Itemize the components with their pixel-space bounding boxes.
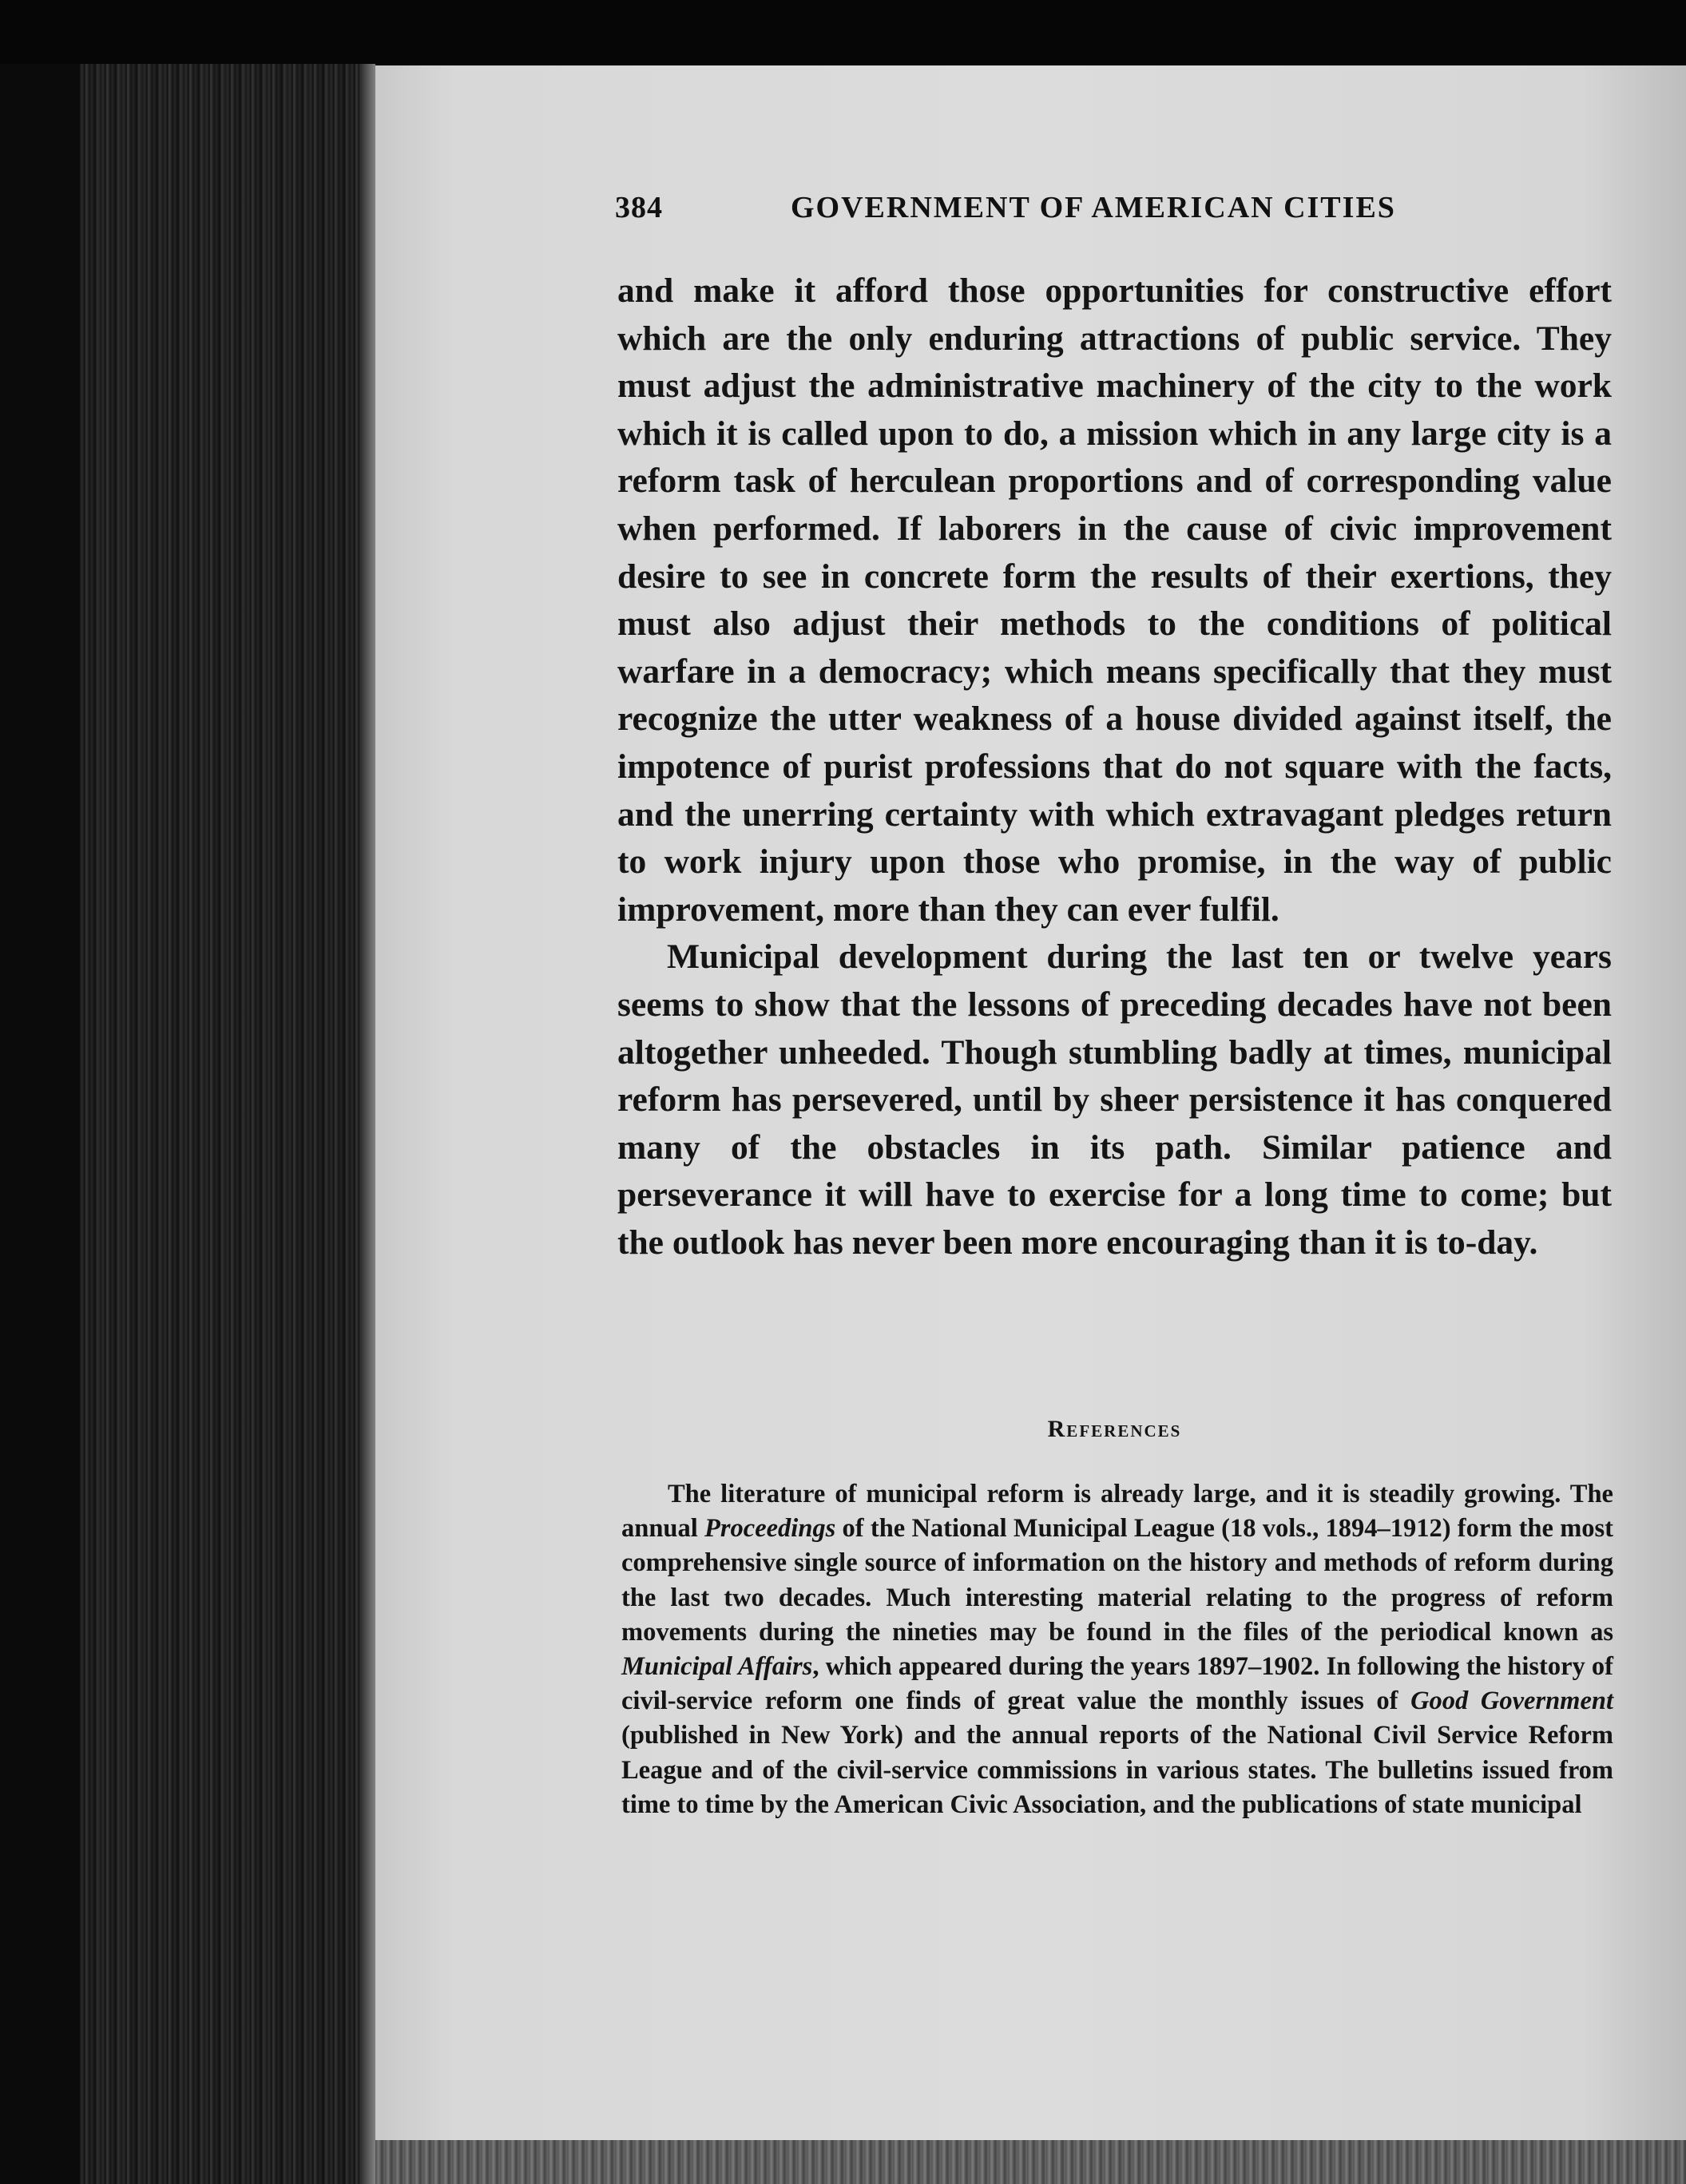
- main-text: [617, 268, 1612, 1266]
- cited-title: Municipal Affairs: [621, 1652, 813, 1682]
- page-bottom-edge: [375, 2140, 1686, 2184]
- references-text: The literature of municipal reform is already large, and it is steadily growing. The annual: [621, 1480, 1613, 1544]
- cited-title: Proceedings: [704, 1514, 836, 1544]
- references-heading: References: [1047, 1416, 1182, 1442]
- references-text: of the National Municipal League (18 vols., 1894–1912) form the most comprehensive single source of information on the history and methods of reform during the last two decades. Much interesting material relating to the progress of reform movements during the nineties may be found in the files of the periodical known as: [621, 1514, 1613, 1647]
- references-text: , which appeared during the years 1897–1902. In following the history of civil-service reform one finds of great value the monthly issues of: [621, 1652, 1613, 1716]
- running-header: [615, 190, 1613, 238]
- scan-top-margin: [0, 0, 1686, 64]
- references-text: (published in New York) and the annual reports of the National Civil Service Reform League and of the civil-service commissions in various states. The bulletins issued from time to time by the American Civic Association, and the publications of state municipal: [621, 1721, 1613, 1819]
- references-paragraph: [621, 1477, 1613, 1822]
- paragraph-continuation: and make it afford those opportunities for constructive effort which are the only enduring attractions of public service. They must adjust the administrative machinery of the city to the work which it is called upon to do, a mission which in any large city is a reform task of herculean proportions and of corresponding value when performed. If laborers in the cause of civic improvement desire to see in concrete form the results of their exertions, they must also adjust their methods to the conditions of political warfare in a democracy; which means specifically that they must recognize the utter weakness of a house divided against itself, the impotence of purist professions that do not square with the facts, and the unerring certainty with which extravagant pledges return to work injury upon those who promise, in the way of public improvement, more than they can ever fulfil.: [617, 272, 1612, 929]
- running-title: GOVERNMENT OF AMERICAN CITIES: [791, 191, 1396, 224]
- cited-title: Good Government: [1410, 1687, 1613, 1716]
- paragraph: Municipal development during the last ten or twelve years seems to show that the lessons of preceding decades have not been altogether unheeded. Though stumbling badly at times, municipal reform has persevered, until by sheer persistence it has conquered many of the obstacles in its path. Similar patience and perseverance it will have to exercise for a long time to come; but the outlook has never been more encouraging than it is to-day.: [617, 937, 1612, 1262]
- book-spine-edge: [80, 64, 375, 2184]
- page-number: 384: [615, 191, 663, 224]
